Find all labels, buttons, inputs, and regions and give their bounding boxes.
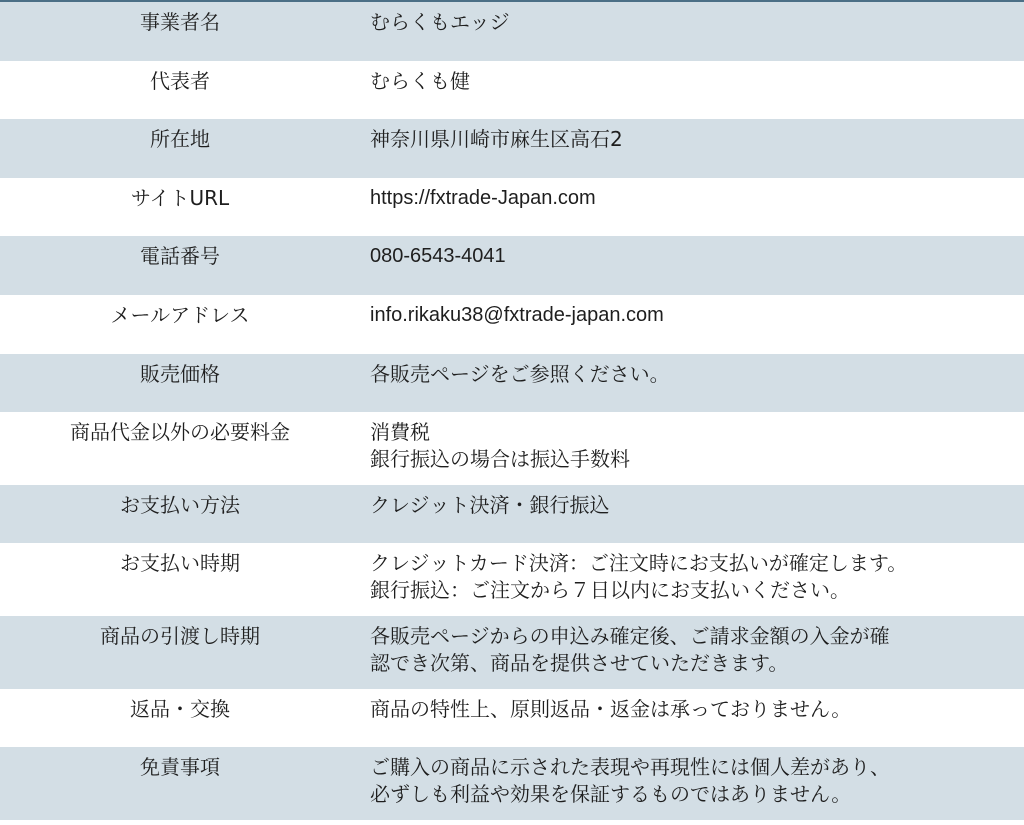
row-label: お支払い時期 bbox=[120, 551, 240, 576]
row-delivery-timing bbox=[0, 616, 1024, 689]
row-address bbox=[0, 119, 1024, 178]
row-returns bbox=[0, 689, 1024, 748]
value-line: 認でき次第、商品を提供させていただきます。 bbox=[370, 650, 789, 675]
row-value bbox=[370, 68, 1020, 95]
row-label: 免責事項 bbox=[140, 755, 220, 780]
row-value bbox=[370, 243, 1020, 270]
row-label: 事業者名 bbox=[140, 10, 220, 34]
row-value bbox=[370, 302, 1020, 329]
row-additional-fees bbox=[0, 412, 1024, 485]
row-value bbox=[370, 361, 1020, 388]
row-label: サイトURL bbox=[130, 185, 230, 210]
row-payment-timing bbox=[0, 543, 1024, 616]
row-label: 販売価格 bbox=[140, 361, 220, 386]
row-value bbox=[370, 9, 1020, 36]
row-value bbox=[370, 492, 1020, 519]
phone-number: 080-6543-4041 bbox=[370, 245, 506, 268]
value-line: 必ずしも利益や効果を保証するものではありません。 bbox=[370, 782, 852, 807]
row-label: お支払い方法 bbox=[120, 492, 240, 517]
email-address: info.rikaku38@fxtrade-japan.com bbox=[370, 303, 664, 326]
value-line: 銀行振込：ご注文から７日以内にお支払いください。 bbox=[370, 578, 850, 603]
row-value bbox=[370, 126, 1020, 153]
value-line: 消費税 bbox=[370, 420, 430, 445]
row-label: 返品・交換 bbox=[130, 696, 230, 721]
row-site-url bbox=[0, 178, 1024, 237]
row-label: 所在地 bbox=[150, 127, 210, 152]
row-value bbox=[370, 623, 1020, 677]
row-value bbox=[370, 754, 1020, 808]
site-url-link[interactable]: https://fxtrade-Japan.com bbox=[370, 186, 596, 209]
value-line: 神奈川県川崎市麻生区高石2 bbox=[370, 127, 623, 152]
row-value bbox=[370, 419, 1020, 473]
row-label: 代表者 bbox=[150, 68, 210, 93]
row-label: 電話番号 bbox=[140, 244, 220, 269]
row-email bbox=[0, 295, 1024, 354]
row-label: 商品代金以外の必要料金 bbox=[70, 420, 290, 445]
value-line: 各販売ページからの申込み確定後、ご請求金額の入金が確 bbox=[370, 623, 890, 648]
value-line: ご購入の商品に示された表現や再現性には個人差があり、 bbox=[370, 755, 890, 780]
value-line: 各販売ページをご参照ください。 bbox=[370, 361, 670, 386]
row-label: メールアドレス bbox=[110, 302, 250, 327]
value-line: むらくもエッジ bbox=[370, 10, 510, 34]
value-line: 銀行振込の場合は振込手数料 bbox=[370, 447, 630, 472]
row-value bbox=[370, 696, 1020, 723]
value-line: むらくも健 bbox=[370, 68, 470, 93]
value-line: クレジットカード決済：ご注文時にお支払いが確定します。 bbox=[370, 551, 908, 576]
value-line: 商品の特性上、原則返品・返金は承っておりません。 bbox=[370, 696, 852, 721]
row-price bbox=[0, 354, 1024, 413]
row-business-name bbox=[0, 2, 1024, 61]
row-representative bbox=[0, 61, 1024, 120]
row-value bbox=[370, 550, 1020, 604]
row-payment-method bbox=[0, 485, 1024, 544]
row-disclaimer bbox=[0, 747, 1024, 820]
row-phone bbox=[0, 236, 1024, 295]
row-label: 商品の引渡し時期 bbox=[100, 623, 260, 648]
value-line: クレジット決済・銀行振込 bbox=[370, 492, 610, 517]
row-value bbox=[370, 185, 1020, 212]
